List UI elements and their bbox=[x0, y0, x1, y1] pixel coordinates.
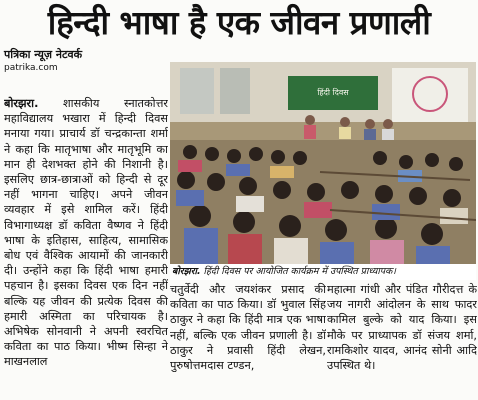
article-column-3: महात्मा गांधी और पंडित गौरीदत्त के जय नागरी आंदोलन के साथ फादर कामिल बुल्के को याद किया। इस मौके पर प्राध्यापक डॉ संजय शर्मा, रामकिशोर यादव, आनंद सोनी आदि उपस्थित थे। bbox=[327, 283, 477, 373]
banner-text: हिंदी दिवस bbox=[317, 88, 349, 97]
classroom-photo bbox=[170, 62, 476, 266]
event-photo bbox=[170, 62, 476, 266]
article-column-2: चतुर्वेदी और जयशंकर प्रसाद की कविता का पाठ किया। डॉ भुवाल सिंह ठाकुर ने कहा कि हिंदी मात्र एक भाषा नहीं, बल्कि एक जीवन प्रणाली है। डॉ ठाकुर ने प्रवासी हिंदी लेखन, पुरुषोत्तमदास टण्डन, bbox=[170, 283, 326, 373]
site-name: patrika.com bbox=[4, 63, 58, 73]
column-1-text: शासकीय स्नातकोत्तर महाविद्यालय भखारा में हिन्दी दिवस मनाया गया। प्राचार्य डॉ चन्द्रकान्ता शर्मा ने कहा कि मातृभाषा और मातृभूमि का मान ही देशभक्त होने की निशानी है। इसलिए छात्र-छात्राओं को हिन्दी से दूर नहीं भागना चाहिए। अपने जीवन व्यवहार में इसे शामिल करें। हिंदी विभागाध्यक्ष डॉ कविता वैष्णव ने हिंदी भाषा के इतिहास, साहित्य, सामासिक बोध एवं वैश्विक आयामों की जानकारी दी। उन्होंने कहा कि हिंदी भाषा हमारी पहचान है। इसका दिवस एक दिन नहीं बल्कि यह जीवन की प्रत्येक दिवस की हमारी अस्मिता का परिचायक है। अभिषेक सोनवानी ने अपनी स्वरचित कविता का पाठ किया। भीष्म सिन्हा ने माखनलाल bbox=[4, 97, 168, 369]
caption-text: हिंदी दिवस पर आयोजित कार्यक्रम में उपस्थित प्राध्यापक। bbox=[200, 266, 396, 277]
byline: पत्रिका न्यूज़ नेटवर्क bbox=[4, 48, 83, 61]
caption-place: बोरझरा. bbox=[172, 266, 201, 277]
photo-caption bbox=[170, 264, 476, 280]
dateline: बोरझरा. bbox=[4, 97, 39, 110]
headline: हिन्दी भाषा है एक जीवन प्रणाली bbox=[47, 3, 431, 42]
article-column-1 bbox=[4, 96, 168, 398]
